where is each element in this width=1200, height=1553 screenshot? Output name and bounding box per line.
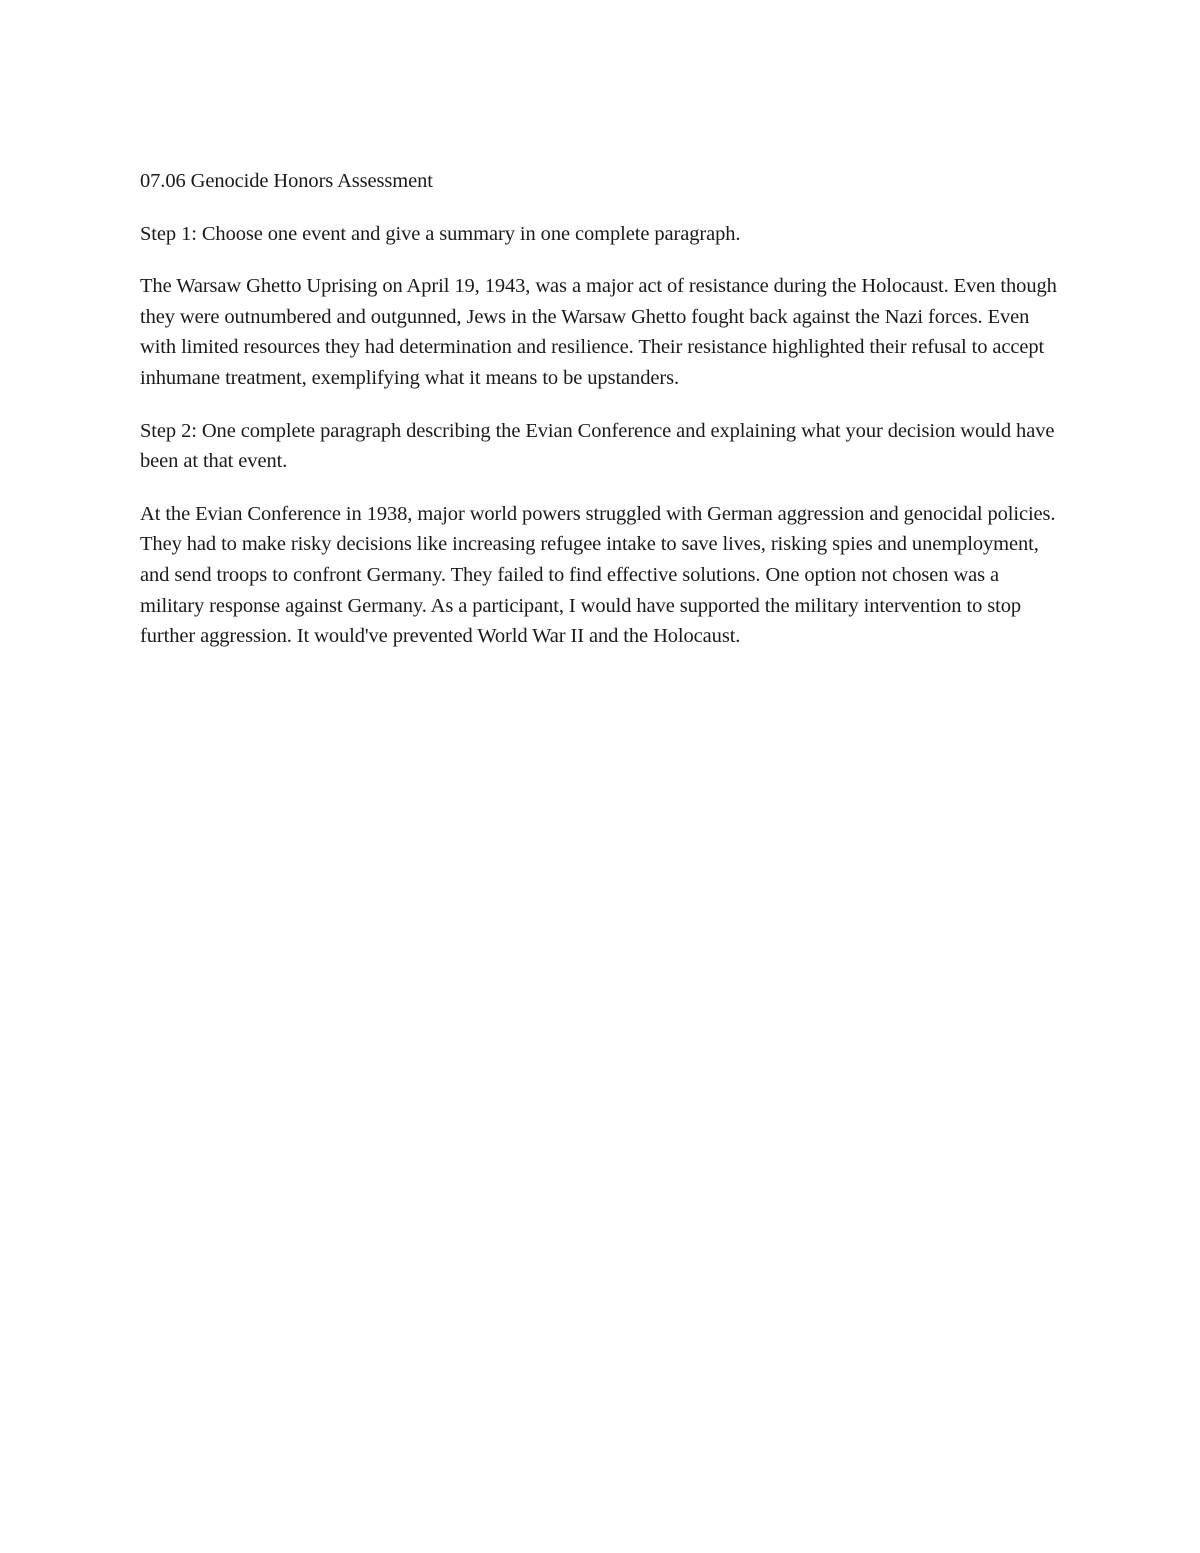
step2-prompt: Step 2: One complete paragraph describing the Evian Conference and explaining what your decision would have been at that event. bbox=[140, 419, 1055, 473]
step1-prompt: Step 1: Choose one event and give a summary in one complete paragraph. bbox=[140, 222, 741, 245]
step2-answer-paragraph: At the Evian Conference in 1938, major world powers struggled with German aggression and genocidal policies. They had to make risky decisions like increasing refugee intake to save lives, risking spies and unemployment, and send troops to confront Germany. They failed to find effective solutions. One option not chosen was a military response against Germany. As a participant, I would have supported the military intervention to stop further aggression. It would've prevented World War II and the Holocaust. bbox=[140, 502, 1056, 648]
step1-answer-paragraph: The Warsaw Ghetto Uprising on April 19, 1943, was a major act of resistance during the Holocaust. Even though they were outnumbered and outgunned, Jews in the Warsaw Ghetto fought back against the Nazi forces. Even with limited resources they had determination and resilience. Their resistance highlighted their refusal to accept inhumane treatment, exemplifying what it means to be upstanders. bbox=[140, 275, 1057, 389]
document-title: 07.06 Genocide Honors Assessment bbox=[140, 170, 433, 192]
document-body bbox=[140, 166, 1060, 674]
